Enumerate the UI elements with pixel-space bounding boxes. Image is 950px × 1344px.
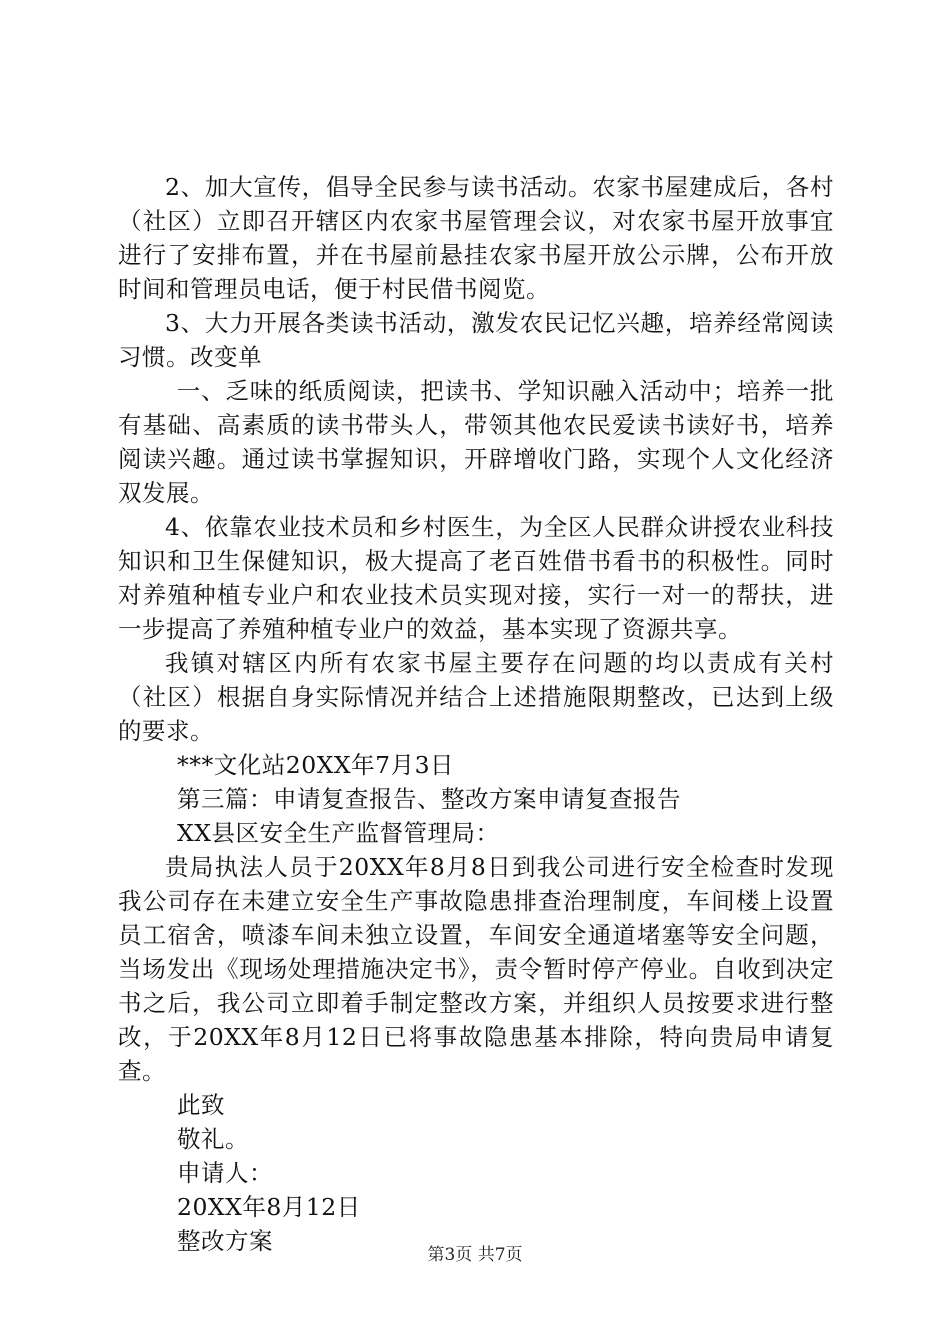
section-heading: 第三篇：申请复查报告、整改方案申请复查报告: [177, 785, 681, 813]
paragraph-technicians: 4、依靠农业技术员和乡村医生，为全区人民群众讲授农业科技知识和卫生保健知识，极大提高了老百姓借书看书的积极性。同时对养殖种植专业户和农业技术员实现对接，实行一对一的帮扶，进一步提高了养殖种植专业户的效益，基本实现了资源共享。: [118, 513, 834, 643]
page-number-footer: 第3页 共7页: [427, 1245, 523, 1265]
document-body: [118, 170, 834, 1258]
applicant-line: 申请人：: [177, 1159, 273, 1187]
letter-body: 贵局执法人员于20XX年8月8日到我公司进行安全检查时发现我公司存在未建立安全生产事故隐患排查治理制度，车间楼上设置员工宿舍，喷漆车间未独立设置，车间安全通道堵塞等安全问题，当场发出《现场处理措施决定书》，责令暂时停产停业。自收到决定书之后，我公司立即着手制定整改方案，并组织人员按要求进行整改，于20XX年8月12日已将事故隐患基本排除，特向贵局申请复查。: [118, 853, 834, 1085]
letter-addressee: XX县区安全生产监督管理局：: [177, 819, 500, 847]
paragraph-publicity: 2、加大宣传，倡导全民参与读书活动。农家书屋建成后，各村（社区）立即召开辖区内农家书屋管理会议，对农家书屋开放事宜进行了安排布置，并在书屋前悬挂农家书屋开放公示牌，公布开放时间和管理员电话，便于村民借书阅览。: [118, 173, 834, 303]
signature-date-line: ***文化站20XX年7月3日: [177, 751, 455, 779]
application-date-line: 20XX年8月12日: [177, 1193, 361, 1221]
closing-line: 此致: [177, 1091, 225, 1119]
paragraph-reading-activities: 3、大力开展各类读书活动，激发农民记忆兴趣，培养经常阅读习惯。改变单: [118, 309, 834, 371]
salutation-line: 敬礼。: [177, 1125, 249, 1153]
paragraph-paper-reading: 一、乏味的纸质阅读，把读书、学知识融入活动中；培养一批有基础、高素质的读书带头人，带领其他农民爱读书读好书，培养阅读兴趣。通过读书掌握知识，开辟增收门路，实现个人文化经济双发展。: [118, 377, 834, 507]
paragraph-rectification: 我镇对辖区内所有农家书屋主要存在问题的均以责成有关村（社区）根据自身实际情况并结合上述措施限期整改，已达到上级的要求。: [118, 649, 834, 745]
plan-title-line: 整改方案: [177, 1227, 273, 1255]
